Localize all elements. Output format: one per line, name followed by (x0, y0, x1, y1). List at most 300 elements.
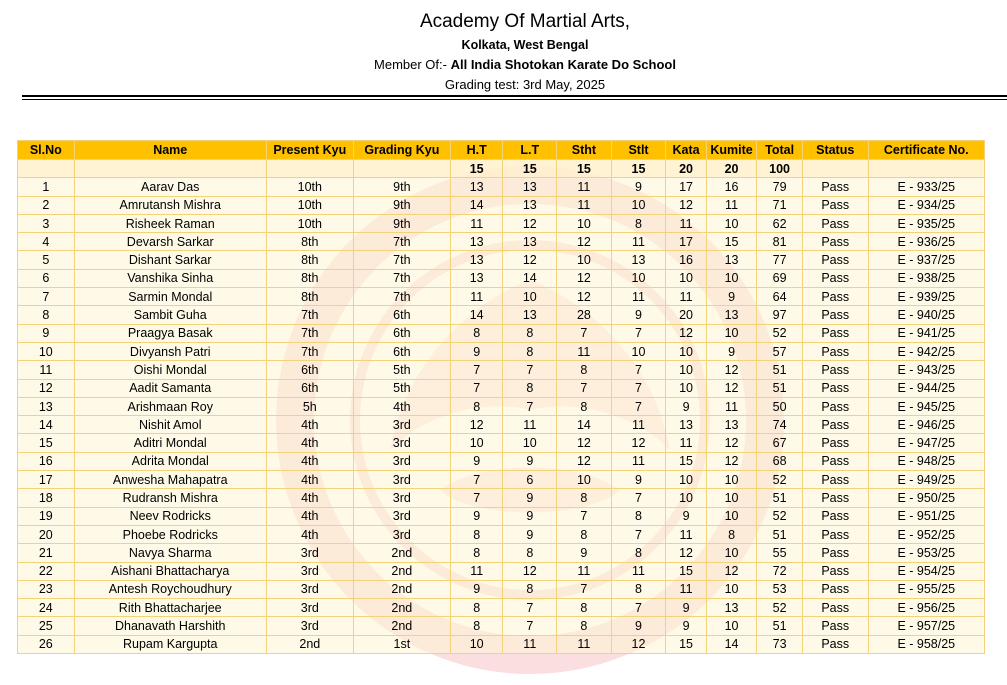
cell-grading-kyu: 7th (353, 269, 450, 287)
cell-ht: 11 (450, 214, 503, 232)
cell-total: 52 (757, 507, 803, 525)
cell-certificate-no: E - 943/25 (868, 361, 984, 379)
cell-stht: 8 (557, 361, 612, 379)
cell-name: Praagya Basak (74, 324, 266, 342)
cell-kumite: 12 (706, 379, 757, 397)
cell-ht: 14 (450, 196, 503, 214)
membership-line (0, 57, 1007, 72)
cell-ht: 8 (450, 397, 503, 415)
table-row (18, 288, 985, 306)
column-header-ht: H.T (450, 141, 503, 160)
cell-present-kyu: 3rd (266, 599, 353, 617)
cell-total: 81 (757, 233, 803, 251)
cell-stlt: 7 (611, 397, 666, 415)
cell-name: Rupam Kargupta (74, 635, 266, 653)
cell-present-kyu: 4th (266, 416, 353, 434)
max-mark-status (802, 160, 868, 178)
cell-certificate-no: E - 934/25 (868, 196, 984, 214)
cell-certificate-no: E - 953/25 (868, 544, 984, 562)
cell-grading-kyu: 2nd (353, 599, 450, 617)
cell-present-kyu: 8th (266, 288, 353, 306)
cell-present-kyu: 5h (266, 397, 353, 415)
grading-results-table (17, 140, 985, 654)
cell-sl-no: 3 (18, 214, 75, 232)
cell-kumite: 13 (706, 251, 757, 269)
cell-certificate-no: E - 941/25 (868, 324, 984, 342)
cell-present-kyu: 7th (266, 324, 353, 342)
cell-total: 71 (757, 196, 803, 214)
cell-lt: 11 (503, 635, 557, 653)
cell-name: Divyansh Patri (74, 342, 266, 360)
cell-ht: 8 (450, 617, 503, 635)
cell-sl-no: 15 (18, 434, 75, 452)
cell-sl-no: 7 (18, 288, 75, 306)
cell-sl-no: 10 (18, 342, 75, 360)
cell-sl-no: 13 (18, 397, 75, 415)
cell-name: Aditri Mondal (74, 434, 266, 452)
cell-stlt: 8 (611, 580, 666, 598)
cell-lt: 8 (503, 324, 557, 342)
cell-certificate-no: E - 942/25 (868, 342, 984, 360)
cell-stht: 11 (557, 196, 612, 214)
max-mark-stht: 15 (557, 160, 612, 178)
cell-grading-kyu: 9th (353, 178, 450, 196)
cell-stht: 28 (557, 306, 612, 324)
cell-total: 51 (757, 525, 803, 543)
cell-kumite: 11 (706, 196, 757, 214)
cell-stlt: 11 (611, 233, 666, 251)
max-mark-grading-kyu (353, 160, 450, 178)
cell-name: Dishant Sarkar (74, 251, 266, 269)
cell-grading-kyu: 5th (353, 361, 450, 379)
cell-stlt: 11 (611, 288, 666, 306)
cell-present-kyu: 3rd (266, 617, 353, 635)
cell-kumite: 13 (706, 306, 757, 324)
cell-total: 50 (757, 397, 803, 415)
cell-kumite: 12 (706, 361, 757, 379)
cell-sl-no: 17 (18, 471, 75, 489)
cell-stlt: 10 (611, 342, 666, 360)
cell-certificate-no: E - 958/25 (868, 635, 984, 653)
cell-kata: 15 (666, 635, 706, 653)
cell-grading-kyu: 5th (353, 379, 450, 397)
cell-status: Pass (802, 434, 868, 452)
cell-name: Rudransh Mishra (74, 489, 266, 507)
cell-ht: 7 (450, 379, 503, 397)
cell-status: Pass (802, 489, 868, 507)
cell-lt: 8 (503, 580, 557, 598)
cell-status: Pass (802, 233, 868, 251)
cell-stht: 11 (557, 342, 612, 360)
cell-kata: 10 (666, 379, 706, 397)
cell-stht: 10 (557, 251, 612, 269)
cell-kata: 11 (666, 525, 706, 543)
cell-sl-no: 5 (18, 251, 75, 269)
cell-status: Pass (802, 361, 868, 379)
cell-kata: 15 (666, 562, 706, 580)
cell-certificate-no: E - 945/25 (868, 397, 984, 415)
cell-grading-kyu: 3rd (353, 525, 450, 543)
cell-sl-no: 22 (18, 562, 75, 580)
cell-stlt: 9 (611, 306, 666, 324)
cell-name: Aadit Samanta (74, 379, 266, 397)
table-row (18, 452, 985, 470)
column-header-status: Status (802, 141, 868, 160)
cell-present-kyu: 7th (266, 306, 353, 324)
table-row (18, 544, 985, 562)
cell-kata: 11 (666, 434, 706, 452)
cell-kumite: 10 (706, 507, 757, 525)
cell-lt: 12 (503, 214, 557, 232)
max-mark-stlt: 15 (611, 160, 666, 178)
cell-certificate-no: E - 944/25 (868, 379, 984, 397)
cell-present-kyu: 4th (266, 471, 353, 489)
column-header-stlt: Stlt (611, 141, 666, 160)
cell-stht: 7 (557, 324, 612, 342)
cell-grading-kyu: 7th (353, 251, 450, 269)
cell-ht: 7 (450, 471, 503, 489)
cell-status: Pass (802, 306, 868, 324)
cell-ht: 13 (450, 251, 503, 269)
cell-name: Sarmin Mondal (74, 288, 266, 306)
cell-kumite: 14 (706, 635, 757, 653)
max-marks-row (18, 160, 985, 178)
cell-stht: 8 (557, 489, 612, 507)
cell-total: 69 (757, 269, 803, 287)
cell-grading-kyu: 1st (353, 635, 450, 653)
cell-sl-no: 9 (18, 324, 75, 342)
table-row (18, 214, 985, 232)
max-mark-certificate-no (868, 160, 984, 178)
column-header-name: Name (74, 141, 266, 160)
cell-certificate-no: E - 940/25 (868, 306, 984, 324)
cell-stlt: 7 (611, 525, 666, 543)
cell-grading-kyu: 4th (353, 397, 450, 415)
cell-stlt: 7 (611, 489, 666, 507)
cell-kata: 10 (666, 342, 706, 360)
cell-status: Pass (802, 178, 868, 196)
cell-certificate-no: E - 937/25 (868, 251, 984, 269)
cell-stht: 12 (557, 288, 612, 306)
cell-stht: 14 (557, 416, 612, 434)
cell-name: Neev Rodricks (74, 507, 266, 525)
cell-ht: 7 (450, 489, 503, 507)
cell-status: Pass (802, 599, 868, 617)
cell-certificate-no: E - 946/25 (868, 416, 984, 434)
cell-total: 64 (757, 288, 803, 306)
table-row (18, 471, 985, 489)
table-row (18, 196, 985, 214)
cell-total: 73 (757, 635, 803, 653)
cell-lt: 7 (503, 599, 557, 617)
cell-kumite: 16 (706, 178, 757, 196)
cell-sl-no: 11 (18, 361, 75, 379)
cell-total: 77 (757, 251, 803, 269)
table-row (18, 379, 985, 397)
cell-stht: 8 (557, 397, 612, 415)
cell-sl-no: 24 (18, 599, 75, 617)
table-row (18, 635, 985, 653)
cell-certificate-no: E - 952/25 (868, 525, 984, 543)
cell-present-kyu: 4th (266, 434, 353, 452)
cell-grading-kyu: 2nd (353, 617, 450, 635)
cell-kata: 9 (666, 599, 706, 617)
cell-present-kyu: 2nd (266, 635, 353, 653)
cell-name: Antesh Roychoudhury (74, 580, 266, 598)
cell-kata: 17 (666, 178, 706, 196)
cell-present-kyu: 8th (266, 251, 353, 269)
cell-stht: 7 (557, 379, 612, 397)
cell-stht: 12 (557, 269, 612, 287)
cell-sl-no: 16 (18, 452, 75, 470)
cell-status: Pass (802, 379, 868, 397)
cell-total: 97 (757, 306, 803, 324)
cell-present-kyu: 3rd (266, 544, 353, 562)
column-header-kumite: Kumite (706, 141, 757, 160)
cell-kata: 17 (666, 233, 706, 251)
cell-present-kyu: 8th (266, 233, 353, 251)
cell-certificate-no: E - 947/25 (868, 434, 984, 452)
cell-kumite: 10 (706, 269, 757, 287)
cell-status: Pass (802, 251, 868, 269)
cell-kata: 10 (666, 361, 706, 379)
table-row (18, 599, 985, 617)
cell-lt: 13 (503, 196, 557, 214)
cell-kata: 10 (666, 489, 706, 507)
cell-present-kyu: 3rd (266, 562, 353, 580)
cell-name: Dhanavath Harshith (74, 617, 266, 635)
cell-status: Pass (802, 617, 868, 635)
cell-name: Aishani Bhattacharya (74, 562, 266, 580)
cell-kumite: 13 (706, 416, 757, 434)
cell-kumite: 8 (706, 525, 757, 543)
max-mark-sl-no (18, 160, 75, 178)
cell-total: 62 (757, 214, 803, 232)
max-mark-kumite: 20 (706, 160, 757, 178)
cell-name: Arishmaan Roy (74, 397, 266, 415)
table-body (18, 178, 985, 654)
cell-lt: 8 (503, 342, 557, 360)
cell-stlt: 11 (611, 562, 666, 580)
cell-present-kyu: 4th (266, 525, 353, 543)
cell-kumite: 9 (706, 288, 757, 306)
cell-total: 57 (757, 342, 803, 360)
table-row (18, 269, 985, 287)
cell-total: 51 (757, 617, 803, 635)
cell-lt: 10 (503, 434, 557, 452)
cell-lt: 13 (503, 233, 557, 251)
cell-present-kyu: 8th (266, 269, 353, 287)
cell-ht: 8 (450, 544, 503, 562)
cell-kata: 12 (666, 544, 706, 562)
cell-total: 52 (757, 324, 803, 342)
member-organization: All India Shotokan Karate Do School (450, 57, 676, 72)
cell-present-kyu: 4th (266, 507, 353, 525)
cell-stlt: 12 (611, 434, 666, 452)
cell-stlt: 8 (611, 544, 666, 562)
cell-stlt: 9 (611, 471, 666, 489)
cell-kata: 13 (666, 416, 706, 434)
cell-grading-kyu: 3rd (353, 471, 450, 489)
cell-certificate-no: E - 955/25 (868, 580, 984, 598)
cell-stht: 8 (557, 599, 612, 617)
cell-stht: 12 (557, 233, 612, 251)
cell-kata: 12 (666, 196, 706, 214)
cell-status: Pass (802, 471, 868, 489)
cell-grading-kyu: 6th (353, 306, 450, 324)
cell-grading-kyu: 7th (353, 288, 450, 306)
cell-kumite: 10 (706, 324, 757, 342)
cell-lt: 9 (503, 507, 557, 525)
cell-total: 51 (757, 489, 803, 507)
cell-name: Amrutansh Mishra (74, 196, 266, 214)
cell-certificate-no: E - 956/25 (868, 599, 984, 617)
table-row (18, 507, 985, 525)
cell-stlt: 10 (611, 269, 666, 287)
cell-kata: 9 (666, 397, 706, 415)
cell-ht: 13 (450, 269, 503, 287)
header-rule-thick (22, 95, 1007, 97)
cell-ht: 8 (450, 525, 503, 543)
cell-stlt: 7 (611, 599, 666, 617)
cell-kata: 9 (666, 507, 706, 525)
cell-lt: 9 (503, 489, 557, 507)
cell-sl-no: 26 (18, 635, 75, 653)
cell-lt: 8 (503, 544, 557, 562)
max-mark-kata: 20 (666, 160, 706, 178)
cell-kumite: 12 (706, 434, 757, 452)
header-rule-thin (22, 99, 1007, 100)
cell-ht: 7 (450, 361, 503, 379)
cell-kata: 11 (666, 288, 706, 306)
cell-sl-no: 1 (18, 178, 75, 196)
cell-total: 79 (757, 178, 803, 196)
cell-kumite: 10 (706, 617, 757, 635)
cell-certificate-no: E - 933/25 (868, 178, 984, 196)
table-row (18, 361, 985, 379)
cell-sl-no: 6 (18, 269, 75, 287)
cell-certificate-no: E - 951/25 (868, 507, 984, 525)
table-row (18, 617, 985, 635)
cell-status: Pass (802, 452, 868, 470)
cell-lt: 7 (503, 397, 557, 415)
table-row (18, 397, 985, 415)
cell-sl-no: 23 (18, 580, 75, 598)
cell-status: Pass (802, 288, 868, 306)
cell-ht: 10 (450, 635, 503, 653)
cell-lt: 13 (503, 306, 557, 324)
cell-ht: 12 (450, 416, 503, 434)
table-row (18, 251, 985, 269)
cell-status: Pass (802, 214, 868, 232)
cell-stlt: 7 (611, 379, 666, 397)
cell-grading-kyu: 3rd (353, 489, 450, 507)
cell-ht: 10 (450, 434, 503, 452)
cell-total: 51 (757, 379, 803, 397)
column-header-lt: L.T (503, 141, 557, 160)
cell-stlt: 9 (611, 178, 666, 196)
cell-kata: 16 (666, 251, 706, 269)
cell-stlt: 7 (611, 324, 666, 342)
cell-stht: 10 (557, 214, 612, 232)
cell-present-kyu: 4th (266, 489, 353, 507)
table-row (18, 416, 985, 434)
column-header-kata: Kata (666, 141, 706, 160)
cell-grading-kyu: 3rd (353, 507, 450, 525)
academy-location: Kolkata, West Bengal (461, 38, 589, 52)
table-row (18, 324, 985, 342)
cell-stlt: 12 (611, 635, 666, 653)
cell-lt: 8 (503, 379, 557, 397)
cell-lt: 10 (503, 288, 557, 306)
cell-lt: 7 (503, 361, 557, 379)
cell-stht: 11 (557, 178, 612, 196)
cell-ht: 13 (450, 233, 503, 251)
cell-stht: 11 (557, 562, 612, 580)
cell-kata: 9 (666, 617, 706, 635)
cell-present-kyu: 3rd (266, 580, 353, 598)
cell-grading-kyu: 6th (353, 342, 450, 360)
cell-ht: 9 (450, 452, 503, 470)
cell-present-kyu: 7th (266, 342, 353, 360)
cell-sl-no: 19 (18, 507, 75, 525)
cell-total: 53 (757, 580, 803, 598)
cell-name: Vanshika Sinha (74, 269, 266, 287)
cell-total: 52 (757, 599, 803, 617)
cell-status: Pass (802, 196, 868, 214)
cell-name: Anwesha Mahapatra (74, 471, 266, 489)
max-mark-lt: 15 (503, 160, 557, 178)
cell-sl-no: 12 (18, 379, 75, 397)
cell-kumite: 10 (706, 489, 757, 507)
cell-certificate-no: E - 935/25 (868, 214, 984, 232)
cell-stlt: 10 (611, 196, 666, 214)
cell-sl-no: 8 (18, 306, 75, 324)
cell-certificate-no: E - 938/25 (868, 269, 984, 287)
cell-name: Oishi Mondal (74, 361, 266, 379)
cell-name: Navya Sharma (74, 544, 266, 562)
cell-status: Pass (802, 635, 868, 653)
cell-status: Pass (802, 397, 868, 415)
cell-total: 52 (757, 471, 803, 489)
cell-grading-kyu: 7th (353, 233, 450, 251)
cell-certificate-no: E - 936/25 (868, 233, 984, 251)
column-header-grading-kyu: Grading Kyu (353, 141, 450, 160)
cell-total: 68 (757, 452, 803, 470)
cell-stht: 8 (557, 525, 612, 543)
cell-sl-no: 21 (18, 544, 75, 562)
cell-name: Risheek Raman (74, 214, 266, 232)
table-row (18, 489, 985, 507)
cell-status: Pass (802, 562, 868, 580)
cell-lt: 11 (503, 416, 557, 434)
cell-kumite: 13 (706, 599, 757, 617)
member-prefix: Member Of:- (374, 57, 451, 72)
cell-lt: 6 (503, 471, 557, 489)
cell-grading-kyu: 2nd (353, 562, 450, 580)
cell-kumite: 9 (706, 342, 757, 360)
cell-kumite: 10 (706, 214, 757, 232)
cell-ht: 9 (450, 580, 503, 598)
cell-status: Pass (802, 525, 868, 543)
cell-total: 74 (757, 416, 803, 434)
cell-certificate-no: E - 950/25 (868, 489, 984, 507)
cell-kumite: 12 (706, 452, 757, 470)
cell-kumite: 10 (706, 544, 757, 562)
column-header-sl-no: Sl.No (18, 141, 75, 160)
cell-name: Aarav Das (74, 178, 266, 196)
table-row (18, 580, 985, 598)
